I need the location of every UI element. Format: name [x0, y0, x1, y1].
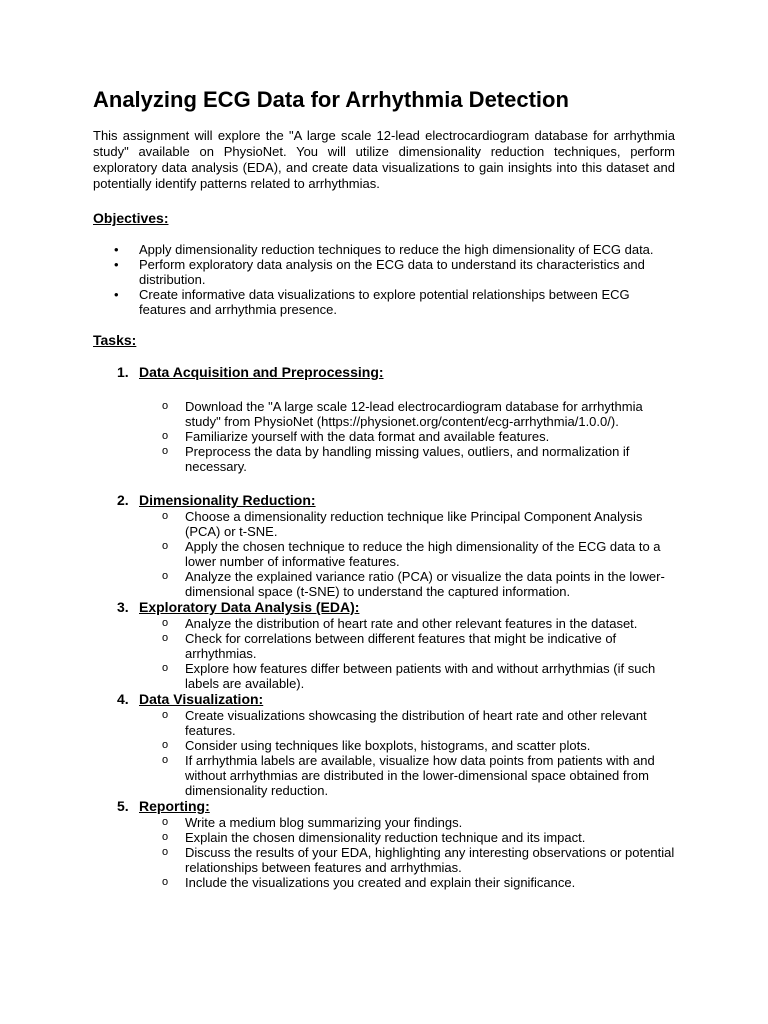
circle-bullet-icon: o [162, 510, 169, 522]
task-sub-text: Discuss the results of your EDA, highlighting any interesting observations or potential relationships between features and arrhythmias. [185, 845, 675, 875]
task-heading [117, 691, 675, 708]
circle-bullet-icon: o [162, 570, 169, 582]
tasks-heading: Tasks: [93, 332, 137, 348]
task-number: 4. [117, 691, 129, 707]
task-heading [117, 599, 675, 616]
task-sub-item [162, 815, 675, 830]
task-sub-item [162, 738, 675, 753]
task-sub-text: Create visualizations showcasing the distribution of heart rate and other relevant features. [185, 708, 647, 738]
task-sub-text: Download the "A large scale 12-lead electrocardiogram database for arrhythmia study" from PhysioNet (https://physionet.org/content/ecg-arrhythmia/1.0.0/). [185, 399, 643, 429]
circle-bullet-icon: o [162, 831, 169, 843]
task-item [117, 798, 675, 890]
task-sub-item [162, 616, 675, 631]
task-sub-text: Preprocess the data by handling missing values, outliers, and normalization if necessary. [185, 444, 630, 474]
bullet-icon: • [114, 257, 119, 272]
task-sub-item [162, 509, 675, 539]
task-title: Reporting: [139, 798, 210, 814]
task-number: 1. [117, 364, 129, 380]
task-sub-list [117, 815, 675, 890]
task-sub-text: Check for correlations between different features that might be indicative of arrhythmias. [185, 631, 617, 661]
task-number: 3. [117, 599, 129, 615]
task-heading [117, 492, 675, 509]
circle-bullet-icon: o [162, 400, 169, 412]
task-sub-list [117, 509, 675, 599]
circle-bullet-icon: o [162, 876, 169, 888]
circle-bullet-icon: o [162, 709, 169, 721]
objective-text: Perform exploratory data analysis on the ECG data to understand its characteristics and distribution. [139, 257, 645, 287]
objective-item [114, 287, 675, 317]
task-sub-text: Write a medium blog summarizing your findings. [185, 815, 463, 830]
task-sub-text: Include the visualizations you created and explain their significance. [185, 875, 576, 890]
circle-bullet-icon: o [162, 445, 169, 457]
task-sub-item [162, 539, 675, 569]
bullet-icon: • [114, 287, 119, 302]
task-item [117, 691, 675, 798]
task-sub-item [162, 753, 675, 798]
intro-paragraph: This assignment will explore the "A large scale 12-lead electrocardiogram database for arrhythmia study" available on PhysioNet. You will utilize dimensionality reduction techniques, perform exploratory data analysis (EDA), and create data visualizations to gain insights into this dataset and potentially identify patterns related to arrhythmias. [93, 128, 675, 191]
task-sub-item [162, 444, 675, 474]
task-title: Data Acquisition and Preprocessing: [139, 364, 384, 380]
circle-bullet-icon: o [162, 430, 169, 442]
task-sub-item [162, 399, 675, 429]
objective-text: Create informative data visualizations to explore potential relationships between ECG features and arrhythmia presence. [139, 287, 630, 317]
task-heading [117, 798, 675, 815]
tasks-list [93, 364, 675, 890]
circle-bullet-icon: o [162, 739, 169, 751]
task-sub-item [162, 429, 675, 444]
task-number: 2. [117, 492, 129, 508]
bullet-icon: • [114, 242, 119, 257]
task-sub-text: Familiarize yourself with the data format and available features. [185, 429, 550, 444]
task-title: Exploratory Data Analysis (EDA): [139, 599, 360, 615]
circle-bullet-icon: o [162, 662, 169, 674]
task-sub-item [162, 631, 675, 661]
task-sub-text: Apply the chosen technique to reduce the high dimensionality of the ECG data to a lower number of informative features. [185, 539, 661, 569]
task-sub-list [117, 399, 675, 474]
task-item [117, 364, 675, 474]
circle-bullet-icon: o [162, 816, 169, 828]
task-sub-text: Consider using techniques like boxplots, histograms, and scatter plots. [185, 738, 591, 753]
objective-item [114, 242, 675, 257]
task-sub-text: Analyze the explained variance ratio (PCA) or visualize the data points in the lower-dimensional space (t-SNE) to understand the captured information. [185, 569, 665, 599]
task-title: Data Visualization: [139, 691, 264, 707]
circle-bullet-icon: o [162, 617, 169, 629]
task-sub-text: Explore how features differ between patients with and without arrhythmias (if such labels are available). [185, 661, 656, 691]
task-sub-item [162, 830, 675, 845]
circle-bullet-icon: o [162, 540, 169, 552]
task-heading [117, 364, 675, 381]
task-number: 5. [117, 798, 129, 814]
task-title: Dimensionality Reduction: [139, 492, 316, 508]
circle-bullet-icon: o [162, 632, 169, 644]
page-title: Analyzing ECG Data for Arrhythmia Detection [93, 87, 569, 112]
task-sub-list [117, 616, 675, 691]
objectives-list [93, 242, 675, 317]
task-sub-text: Analyze the distribution of heart rate and other relevant features in the dataset. [185, 616, 638, 631]
task-sub-text: If arrhythmia labels are available, visualize how data points from patients with and without arrhythmias are distributed in the lower-dimensional space obtained from dimensionality reduction. [185, 753, 655, 798]
circle-bullet-icon: o [162, 846, 169, 858]
task-sub-item [162, 569, 675, 599]
objective-item [114, 257, 675, 287]
task-item [117, 599, 675, 691]
task-sub-text: Choose a dimensionality reduction technique like Principal Component Analysis (PCA) or t-SNE. [185, 509, 643, 539]
task-item [117, 492, 675, 599]
task-sub-list [117, 708, 675, 798]
circle-bullet-icon: o [162, 754, 169, 766]
task-sub-text: Explain the chosen dimensionality reduction technique and its impact. [185, 830, 586, 845]
task-sub-item [162, 708, 675, 738]
task-sub-item [162, 845, 675, 875]
task-sub-item [162, 875, 675, 890]
objectives-heading: Objectives: [93, 210, 169, 226]
task-sub-item [162, 661, 675, 691]
objective-text: Apply dimensionality reduction techniques to reduce the high dimensionality of ECG data. [139, 242, 654, 257]
